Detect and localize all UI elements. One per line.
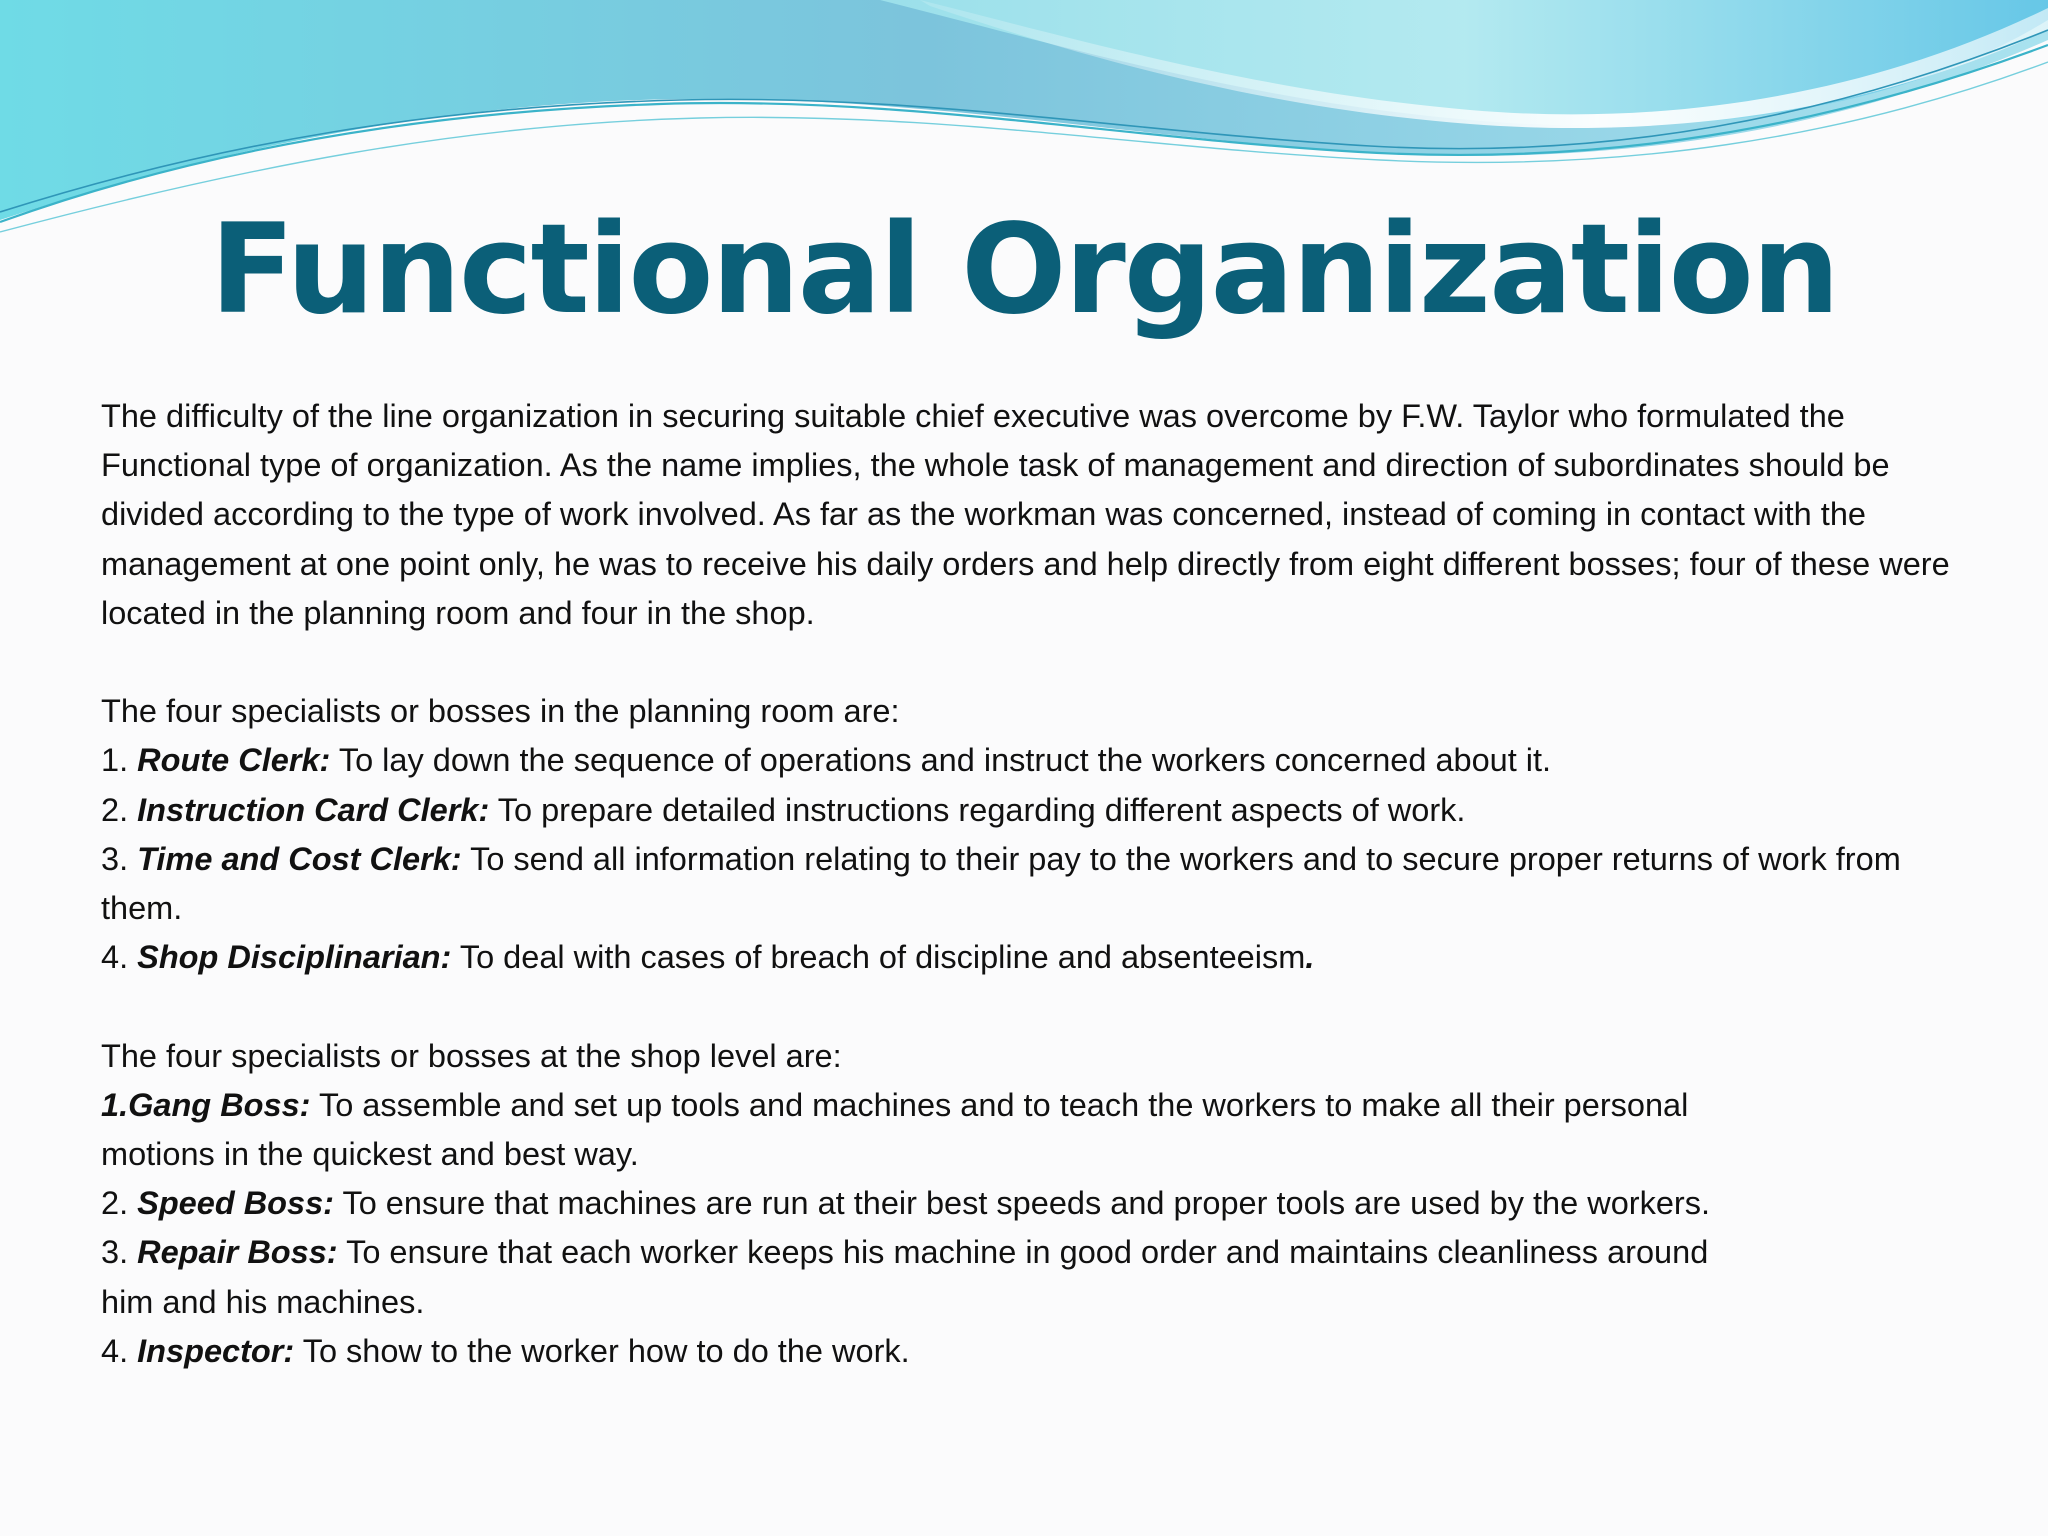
item-number: 2. <box>101 791 129 828</box>
item-description: To deal with cases of breach of discipline and absenteeism <box>459 939 1306 976</box>
item-description: To assemble and set up tools and machines and to teach the workers to make all their personal <box>318 1086 1689 1123</box>
list-item <box>101 835 1981 933</box>
paragraph-spacer <box>101 638 1981 687</box>
item-description: To ensure that machines are run at their best speeds and proper tools are used by the workers. <box>342 1185 1711 1222</box>
item-number: 1. <box>101 742 129 779</box>
item-number: 3. <box>101 840 129 877</box>
paragraph-spacer <box>101 982 1981 1031</box>
item-description-continued: him and his machines. <box>101 1283 425 1320</box>
list-item <box>101 1179 1981 1228</box>
list-item <box>101 1228 1981 1326</box>
item-term: Shop Disciplinarian: <box>137 939 452 976</box>
item-description: To prepare detailed instructions regarding different aspects of work. <box>497 791 1466 828</box>
item-term: Route Clerk: <box>137 742 331 779</box>
slide-body <box>101 392 1981 1376</box>
item-description: To show to the worker how to do the work. <box>302 1332 910 1369</box>
planning-room-heading: The four specialists or bosses in the planning room are: <box>101 693 900 730</box>
item-end-mark: . <box>1305 939 1315 976</box>
list-item <box>101 1327 1981 1376</box>
item-description: To send all information relating to their pay to the workers and to secure proper returns of work from them. <box>101 840 1901 927</box>
item-number: 4. <box>101 939 129 976</box>
list-item <box>101 786 1981 835</box>
item-term: Speed Boss: <box>137 1185 334 1222</box>
item-number: 4. <box>101 1332 129 1369</box>
list-item <box>101 736 1981 785</box>
list-item <box>101 1081 1981 1179</box>
item-term: Time and Cost Clerk: <box>137 840 462 877</box>
shop-level-heading: The four specialists or bosses at the shop level are: <box>101 1037 842 1074</box>
slide-title: Functional Organization <box>209 198 1839 342</box>
item-number: 3. <box>101 1234 129 1271</box>
item-term: Instruction Card Clerk: <box>137 791 490 828</box>
item-description: To ensure that each worker keeps his machine in good order and maintains cleanliness around <box>346 1234 1709 1271</box>
item-number: 2. <box>101 1185 129 1222</box>
item-description: To lay down the sequence of operations and instruct the workers concerned about it. <box>338 742 1552 779</box>
item-term: Repair Boss: <box>137 1234 338 1271</box>
intro-paragraph: The difficulty of the line organization in securing suitable chief executive was overcome by F.W. Taylor who formulated the Functional type of organization. As the name implies, the whole task of management and direction of subordinates should be divided according to the type of work involved. As far as the workman was concerned, instead of coming in contact with the management at one point only, he was to receive his daily orders and help directly from eight different bosses; four of these were located in the planning room and four in the shop. <box>101 398 1950 631</box>
item-description-continued: motions in the quickest and best way. <box>101 1136 639 1173</box>
item-term: 1.Gang Boss: <box>101 1086 311 1123</box>
item-term: Inspector: <box>137 1332 295 1369</box>
list-item <box>101 933 1981 982</box>
